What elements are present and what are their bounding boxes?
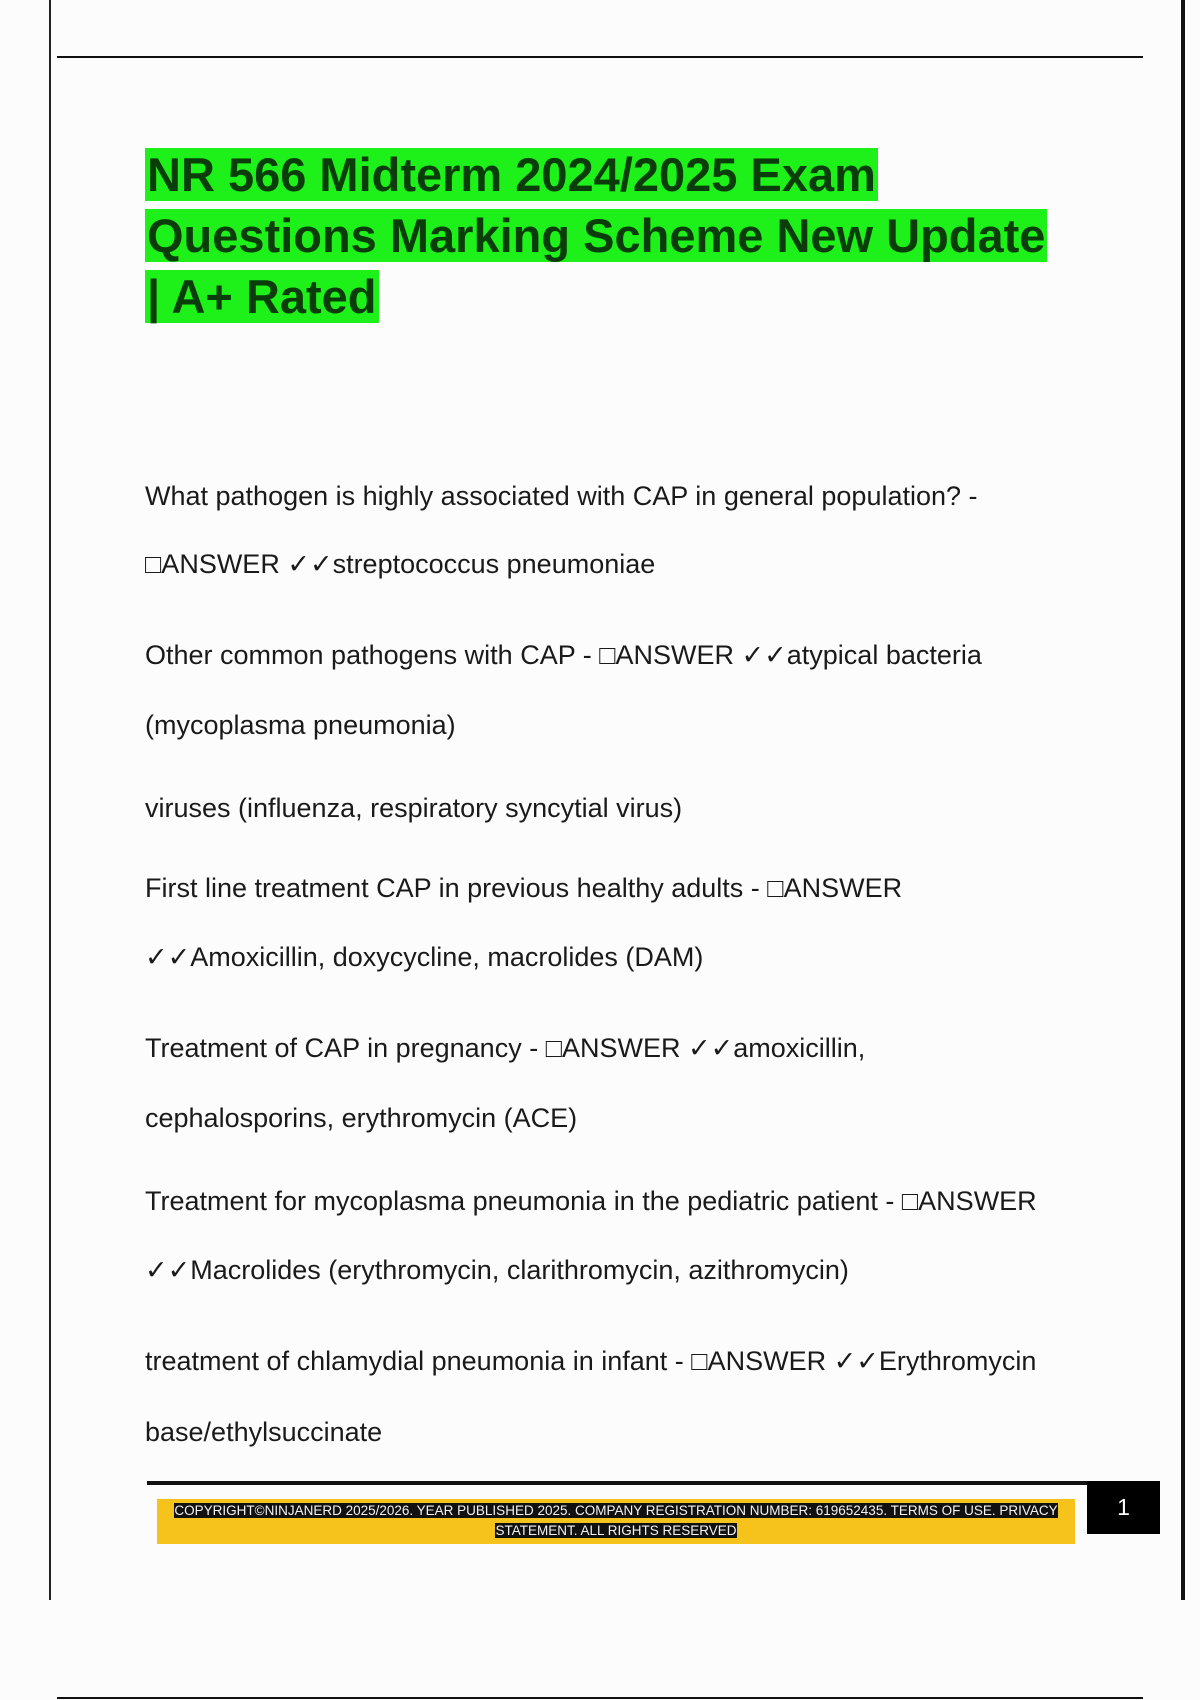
title-line-2: Questions Marking Scheme New Update — [147, 209, 1046, 262]
copyright-notice — [160, 1501, 1072, 1541]
question-6-text: treatment of chlamydial pneumonia in infant - □ANSWER ✓✓Erythromycin — [145, 1346, 1037, 1376]
header-rule — [57, 56, 1143, 58]
title-line-1: NR 566 Midterm 2024/2025 Exam — [147, 148, 876, 201]
question-1-text: What pathogen is highly associated with CAP in general population? - — [145, 481, 978, 511]
answer-6-text: base/ethylsuccinate — [145, 1417, 383, 1447]
answer-1-text: □ANSWER ✓✓streptococcus pneumoniae — [145, 549, 656, 579]
page-left-border — [49, 0, 51, 1600]
page-right-border — [1181, 0, 1185, 1600]
answer-2-text: (mycoplasma pneumonia) — [145, 710, 456, 740]
footer-rule — [147, 1481, 1147, 1485]
question-2-text: Other common pathogens with CAP - □ANSWER ✓✓atypical bacteria — [145, 640, 982, 670]
title-line-3: | A+ Rated — [147, 270, 377, 323]
question-5-text: Treatment for mycoplasma pneumonia in the pediatric patient - □ANSWER — [145, 1186, 1037, 1216]
copyright-line-1: COPYRIGHT©NINJANERD 2025/2026. YEAR PUBLISHED 2025. COMPANY REGISTRATION NUMBER: 619652435. TERMS OF USE. PRIVACY — [174, 1503, 1058, 1518]
question-3-text: First line treatment CAP in previous healthy adults - □ANSWER — [145, 873, 903, 903]
document-title — [145, 144, 1085, 327]
page-number: 1 — [1087, 1481, 1160, 1534]
next-page-rule — [57, 1697, 1143, 1699]
answer-4-text: cephalosporins, erythromycin (ACE) — [145, 1103, 578, 1133]
answer-5-text: ✓✓Macrolides (erythromycin, clarithromycin, azithromycin) — [145, 1255, 849, 1285]
copyright-line-2: STATEMENT. ALL RIGHTS RESERVED — [495, 1523, 737, 1538]
question-4-text: Treatment of CAP in pregnancy - □ANSWER ✓✓amoxicillin, — [145, 1033, 866, 1063]
answer-2-continued: viruses (influenza, respiratory syncytial virus) — [145, 793, 683, 823]
answer-3-text: ✓✓Amoxicillin, doxycycline, macrolides (DAM) — [145, 942, 704, 972]
